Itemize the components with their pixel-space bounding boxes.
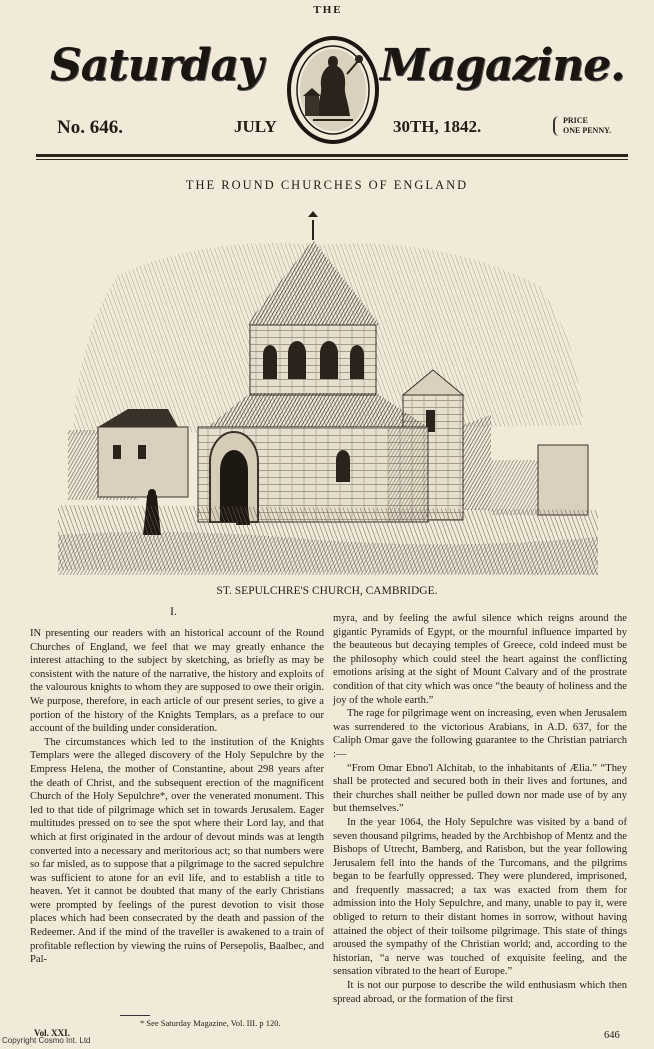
footnote: * See Saturday Magazine, Vol. III. p 120. xyxy=(140,1018,281,1028)
church-engraving-illustration xyxy=(58,205,598,575)
left-column xyxy=(30,627,324,967)
price-label: PRICE xyxy=(563,116,588,125)
masthead-seal-emblem xyxy=(285,34,381,146)
issue-month: JULY xyxy=(234,117,277,136)
volume-signature: Vol. XXI. xyxy=(34,1028,70,1038)
masthead-rule-thin xyxy=(36,159,628,160)
left-paragraph-1: IN presenting our readers with an historical account of the Round Churches of England, we feel that we may greatly enhance the interest attaching to the subject by sketching, as briefly as may be consistent with the nature of the narrative, the history and exploits of the valourous knights to whom they are supposed to owe their origin. We purpose, therefore, in each article of our present series, to give a portion of the history of the Knights Templars, as a preface to our account of the building under consideration. xyxy=(30,628,324,735)
masthead-saturday: Saturday xyxy=(50,40,263,91)
masthead-the: THE xyxy=(313,4,343,16)
masthead-rule-thick xyxy=(36,154,628,157)
right-column xyxy=(333,612,627,1006)
issue-date: 30TH, 1842. xyxy=(393,117,482,136)
illustration-caption: ST. SEPULCHRE'S CHURCH, CAMBRIDGE. xyxy=(216,585,438,597)
section-number: I. xyxy=(170,604,177,618)
page-number: 646 xyxy=(604,1030,620,1041)
copyright-watermark: Copyright Cosmo Int. Ltd xyxy=(2,1036,91,1045)
right-paragraph-3: “From Omar Ebno'l Alchitab, to the inhabitants of Ælia.” “They shall be protected and secured both in their lives and fortunes, and their churches shall neither be pulled down nor made use of by any but themselves.” xyxy=(333,762,627,815)
price-box xyxy=(553,116,611,136)
right-paragraph-5: It is not our purpose to describe the wild enthusiasm which then spread abroad, or the formation of the first xyxy=(333,980,627,1005)
price-value: ONE PENNY. xyxy=(563,126,612,135)
right-paragraph-2: The rage for pilgrimage went on increasing, even when Jerusalem was surrendered to the victorious Arabians, in A.D. 637, for the Caliph Omar gave the following guarantee to the Christian patriarch :— xyxy=(333,708,627,760)
left-paragraph-2: The circumstances which led to the institution of the Knights Templars were the alleged discovery of the Holy Sepulchre by the Empress Helena, the mother of Constantine, about 298 years after the death of Christ, and the subsequent erection of the magnificent Church of the Holy Sepulchre*, over the venerated monument. This led to that tide of pilgrimage which set in towards Jerusalem. Eager multitudes pressed on to see the spot where their Lord lay, and that which at first originated in the ardour of devout minds was at length converted into a necessary and meritorious act; so that numbers were so far misled, as to suppose that a pilgrimage to the sacred sepulchre was sufficient to atone for an evil life, and to establish a title to heaven. Yet it cannot be doubted that many of the early Christians were prompted by feelings of the purest devotion to visit those places which had been consecrated by the death and passion of the Redeemer. And if the mind of the traveller is awakened to a train of profitable reflection by viewing the ruins of Persepolis, Baalbec, and Pal- xyxy=(30,736,324,966)
right-paragraph-4: In the year 1064, the Holy Sepulchre was visited by a band of seven thousand pilgrims, headed by the Archbishop of Mentz and the Bishops of Utrecht, Bamberg, and Ratisbon, but the year following Jerusalem fell into the hands of the Turcomans, and the pilgrims began to be fearfully oppressed. They were plundered, imprisoned, and frequently massacred; a tax was exacted from them for admission into the Holy Sepulchre, and many, unable to pay it, were obliged to return to their distant homes in sorrow, without having attained the object of their toilsome pilgrimage. This state of things aroused the sympathy of the Christian world; and, according to the historian, “a nerve was touched of exquisite feeling, and the sensation vibrated to the heart of Europe.” xyxy=(333,816,627,978)
masthead-magazine: Magazine. xyxy=(380,40,625,91)
footnote-rule xyxy=(120,1015,150,1016)
article-title: THE ROUND CHURCHES OF ENGLAND xyxy=(185,178,469,192)
issue-number: No. 646. xyxy=(57,117,123,138)
right-paragraph-1: myra, and by feeling the awful silence which reigns around the gigantic Pyramids of Egypt, or the mournful influence imparted by the beauteous but decaying temples of Greece, cold indeed must be the philosophy which could steel the heart against the conflicting emotions arising at the sight of Mount Calvary and of the prostrate condition of that city which was once “the beauty of holiness and the joy of the whole earth.” xyxy=(333,613,627,706)
